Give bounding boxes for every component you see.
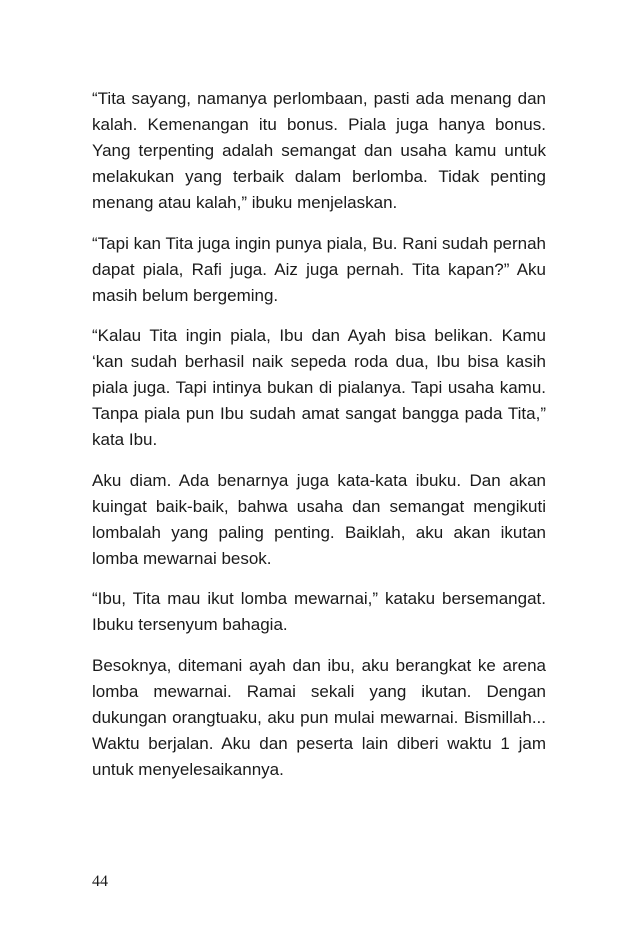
- paragraph-1: “Tita sayang, namanya perlombaan, pasti ada menang dan kalah. Kemenangan itu bonus. Piala juga hanya bonus. Yang terpenting adalah semangat dan usaha kamu untuk melakukan yang terbaik dalam berlomba. Tidak penting menang atau kalah,” ibuku menjelaskan.: [92, 89, 546, 212]
- page-body: [92, 86, 546, 797]
- paragraph-2: “Tapi kan Tita juga ingin punya piala, Bu. Rani sudah pernah dapat piala, Rafi juga. Aiz juga pernah. Tita kapan?” Aku masih belum bergeming.: [92, 233, 546, 305]
- page-number: 44: [92, 873, 108, 890]
- paragraph-5: “Ibu, Tita mau ikut lomba mewarnai,” kataku bersemangat. Ibuku tersenyum bahagia.: [92, 589, 546, 634]
- paragraph-6: Besoknya, ditemani ayah dan ibu, aku berangkat ke arena lomba mewarnai. Ramai sekali yang ikutan. Dengan dukungan orangtuaku, aku pun mulai mewarnai. Bismillah... Waktu berjalan. Aku dan peserta lain diberi waktu 1 jam untuk menyelesaikannya.: [92, 655, 546, 779]
- paragraph-4: Aku diam. Ada benarnya juga kata-kata ibuku. Dan akan kuingat baik-baik, bahwa usaha dan semangat mengikuti lombalah yang paling penting. Baiklah, aku akan ikutan lomba mewarnai besok.: [92, 470, 546, 568]
- paragraph-3: “Kalau Tita ingin piala, Ibu dan Ayah bisa belikan. Kamu ‘kan sudah berhasil naik sepeda roda dua, Ibu bisa kasih piala juga. Tapi intinya bukan di pialanya. Tapi usaha kamu. Tanpa piala pun Ibu sudah amat sangat bangga pada Tita,” kata Ibu.: [92, 326, 546, 449]
